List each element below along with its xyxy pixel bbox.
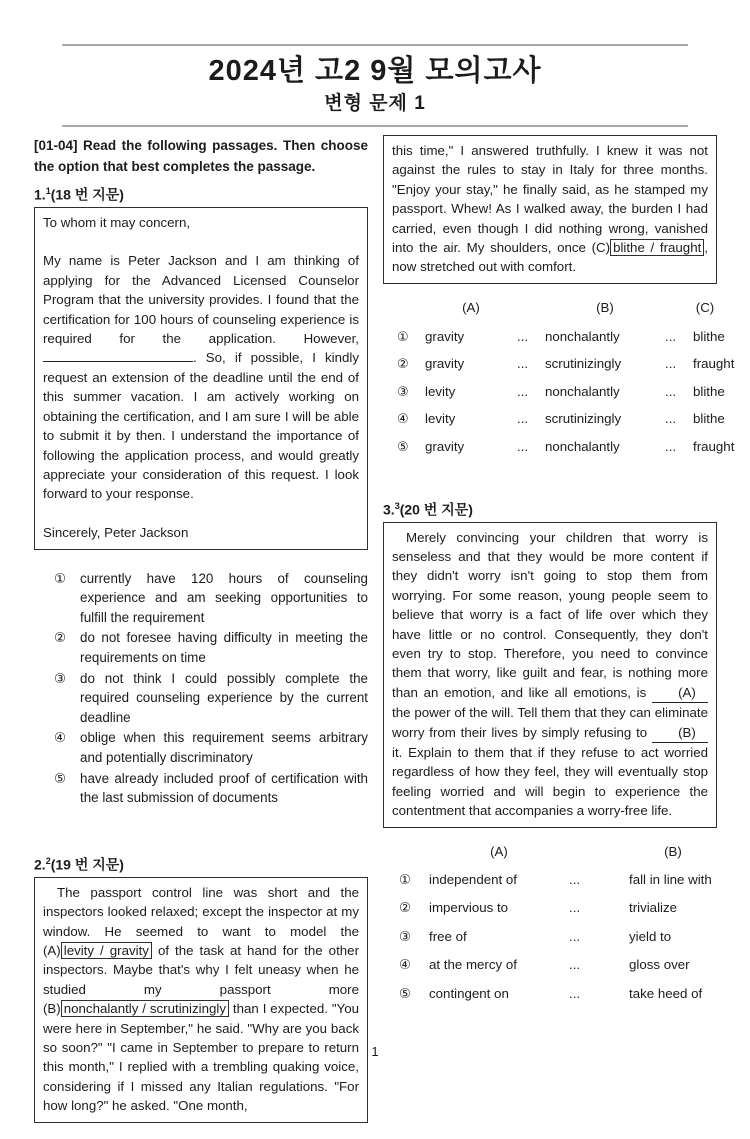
dots-separator: ... [569,900,581,916]
section-instructions: [01-04] Read the following passages. Then choose the option that best completes the passage. [34,138,368,174]
dots-separator: ... [569,928,581,944]
answer-a: gravity [425,438,465,454]
dots-separator: ... [517,356,529,372]
two-column-body [0,127,750,1139]
question-2-label [34,852,368,874]
choice-text: currently have 120 hours of counseling experience and am seeking opportunities to fulfill the requirement [80,570,368,626]
q2-passage-body [43,883,359,1116]
exam-page [0,44,750,1114]
answer-a: free of [429,928,467,944]
q1-passage-body [43,251,359,503]
q1-choices [34,566,368,809]
choice-text: do not think I could possibly complete the required counseling experience by the current deadline [80,670,368,726]
answer-a: gravity [425,356,465,372]
choice-number: ④ [54,730,67,746]
answer-a: levity [425,411,456,427]
choice-text: oblige when this requirement seems arbitrary and potentially discriminatory [80,730,368,766]
page-number: 1 [371,1044,379,1059]
row-number: ⑤ [399,985,411,1001]
answer-c: blithe [693,328,725,344]
q2-answer-row-1 [397,328,725,345]
q2-answer-table [383,299,735,455]
q2-choice-c-box: blithe / fraught [610,239,704,256]
row-number: ④ [397,411,409,427]
row-number: ② [399,900,411,916]
q1-body-before-blank: My name is Peter Jackson and I am thinking of applying for the Advanced Licensed Counselor Program that the university provides. I found that the certification for 100 hours of counseling experience is required for the application. However, [43,253,359,347]
answer-a: impervious to [429,900,509,916]
q2-part2: of the task at hand for the other inspectors. Maybe that's why I felt uneasy when he studied my passport more (B) [43,942,359,1017]
answer-a: levity [425,383,456,399]
question-1-superscript: 1 [45,186,51,196]
row-number: ① [397,328,409,344]
answer-c: fraught [693,438,735,454]
dots-separator: ... [517,383,529,399]
dots-separator: ... [665,438,677,454]
answer-a: contingent on [429,985,509,1001]
q1-blank-line-2 [43,504,359,523]
question-3-superscript: 3 [394,500,400,511]
q1-choice-4 [54,728,368,768]
choice-number: ② [54,630,67,646]
q3-header-a: (A) [490,843,508,859]
question-2-number: 2. [34,856,46,873]
q2-header-c: (C) [695,299,715,315]
question-2-superscript: 2 [45,856,51,867]
q2-answer-row-4 [397,411,725,427]
q2-choice-b-box: nonchalantly / scrutinizingly [61,1000,229,1017]
answer-c: fraught [693,356,735,372]
q3-header-b: (B) [664,843,682,859]
answer-a: independent of [429,871,517,887]
question-3-label [383,497,717,519]
dots-separator: ... [569,957,581,973]
dots-separator: ... [569,871,581,887]
q3-answer-row-4 [399,957,717,973]
answer-b: nonchalantly [545,383,620,399]
q3-part1: Merely convincing your children that worry is senseless and that they would be more content if they didn't worry isn't going to stop them from worrying. For some reason, young people seem to believe that worry is a fact of life over which they have little or no control. Consequently, they don't even try to stop. Therefore, you need to convince them that worry, like guilt and fear, is nothing more than an emotion, and like all emotions, is [392,529,708,700]
q2-passage-continuation-box [383,135,717,284]
row-number: ⑤ [397,438,409,454]
question-3-number: 3. [383,501,395,518]
exam-header [0,46,750,125]
q1-choice-2 [54,628,368,668]
dots-separator: ... [665,328,677,344]
dots-separator: ... [517,438,529,454]
q3-part3: it. Explain to them that if they refuse to act worried regardless of how they feel, they will eventually stop feeling worried and will begin to experience the contentment that accompanies a worry-free life. [392,744,708,819]
row-number: ② [397,356,409,372]
q2-header-a: (A) [462,299,480,315]
right-column [383,135,735,1014]
answer-b: take heed of [629,985,703,1001]
q2-answer-table-header [397,300,717,315]
q2-choice-a-box: levity / gravity [61,942,152,959]
answer-b: nonchalantly [545,438,620,454]
q3-answer-row-1 [399,872,717,888]
q3-answer-row-2 [399,900,717,916]
answer-b: yield to [629,928,672,944]
answer-b: scrutinizingly [545,411,622,427]
answer-b: trivialize [629,900,678,916]
q3-passage-body [392,528,708,821]
q2-part1: The passport control line was short and the inspectors looked relaxed; except the inspector at my window. He seemed to want to model the (A) [43,884,359,958]
answer-a: gravity [425,328,465,344]
choice-number: ③ [54,670,67,686]
row-number: ④ [399,957,411,973]
q1-body-after-blank: . So, if possible, I kindly request an extension of the deadline until the end of this summer vacation. I am actively working on obtaining the certification, and I am sure I will be able to submit it by then. I understand the importance of following the application process, and would greatly appreciate your consideration of this request. I look forward to your response. [43,350,359,502]
exam-title: 2024년 고2 9월 모의고사 [208,55,542,87]
dots-separator: ... [569,985,581,1001]
row-number: ③ [397,383,409,399]
q2-header-b: (B) [596,299,614,315]
answer-b: fall in line with [629,871,712,887]
q3-passage-box [383,522,717,828]
q1-blank-line-1 [43,232,359,251]
left-column [34,135,368,1139]
choice-text: do not foresee having difficulty in meeting the requirements on time [80,630,368,666]
q2-part3: than I expected. "You were here in September," he said. "Why are you back so soon?" "I came in September to prepare to return this month," I replied with a trembling quaking voice, considering if I missed any Italian regulations. "For how long?" he asked. "One month, [43,1001,359,1114]
choice-text: have already included proof of certification with the last submission of documents [80,770,368,806]
row-number: ③ [399,928,411,944]
q3-blank-a: (A) [652,683,708,703]
dots-separator: ... [665,356,677,372]
q1-salutation: To whom it may concern, [43,214,191,230]
q3-answer-table-header [399,844,717,859]
q3-answer-row-5 [399,986,717,1002]
q2-passage-box [34,877,368,1123]
row-number: ① [399,871,411,887]
q2-answer-row-3 [397,383,725,400]
q3-blank-b: (B) [652,723,708,743]
question-1-label [34,182,368,204]
q1-passage-box [34,207,368,550]
dots-separator: ... [665,383,677,399]
q1-choice-3 [54,669,368,728]
q1-signature: Sincerely, Peter Jackson [43,525,189,541]
q1-fill-in-blank [43,349,193,362]
choice-number: ⑤ [54,770,67,786]
answer-b: gloss over [629,957,690,973]
q2-passage-continuation [392,141,708,277]
q2-answer-row-5 [397,438,735,455]
answer-a: at the mercy of [429,957,517,973]
q1-choice-5 [54,769,368,809]
dots-separator: ... [665,411,677,427]
dots-separator: ... [517,411,529,427]
q3-answer-table [383,844,717,1002]
answer-c: blithe [693,411,725,427]
question-3-block [383,497,717,1002]
question-3-source: (20 번 지문) [399,501,473,518]
question-1-number: 1. [34,186,46,203]
answer-b: nonchalantly [545,328,620,344]
q1-choice-1 [54,569,368,628]
question-2-source: (19 번 지문) [50,856,124,873]
dots-separator: ... [517,328,529,344]
q2-cont-part1: this time," I answered truthfully. I knew it was not against the rules to stay in Italy for three months. "Enjoy your stay," he finally said, as he stamped my passport. Whew! As I walked away, the burden I had carried, even though I did nothing wrong, vanished into the air. My shoulders, once (C) [392,143,708,256]
exam-subtitle: 변형 문제 1 [324,93,426,114]
q2-answer-row-2 [397,356,735,372]
answer-b: scrutinizingly [545,356,622,372]
q3-answer-row-3 [399,929,717,945]
answer-c: blithe [693,383,725,399]
choice-number: ① [54,570,67,586]
q3-part2: the power of the will. Tell them that they can eliminate worry from their lives by simply refusing to [392,705,708,740]
q2-cont-part2: , now stretched out with comfort. [392,240,708,275]
question-1-source: (18 번 지문) [50,186,124,203]
